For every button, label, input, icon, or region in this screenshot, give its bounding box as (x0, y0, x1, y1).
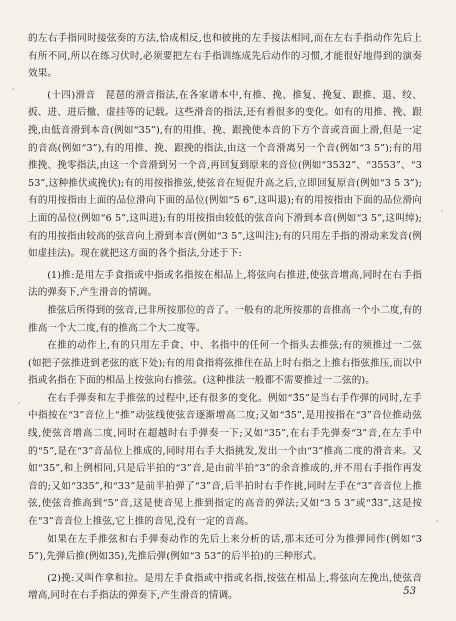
paragraph-push-definition: (1)推:是用左手食指或中指或名指按在相品上,将弦向右推进,使弦音增高,同时在右手指法的弹奏下,产生滑音的情调。 (28, 269, 422, 299)
scan-speck (18, 402, 20, 404)
paragraph-pull-definition: (2)挽:又叫作拿和拉。是用左手食指或中指或名指,按弦在相品上,将弦向左挽出,使弦音增高,同时在右手指法的弹奏下,产生滑音的情调。 (28, 572, 422, 602)
scan-speck (441, 210, 443, 212)
paragraph-push-variations: 在右手弹奏和左手推弦的过程中,还有很多的变化。例如“3̂5”是当右手作弹的同时,左手中指按在“3”音位上“推”动弦线使弦音逐渐增高二度;又如“3̂5”,是用按指在“3”音位推动弦线,使弦音增高二度,同时在超越时右手弹奏一下;又如“35”,在右手先弹奏“3”音,在左手中的“5”,是在“3”音品位上推成的,同时用右手大指挑发,发出一个由“3”推高二度的滑音来。又如“35”,和上例相同,只是后半拍的“3”音,是由前半拍“3”的余音推成的,并不用右手指作再发音的;又如“335”,和“33”是前半拍弹了“3”音,后半拍时右手作挑,同时左手在“3”音音位上推弦,使弦音推高到“5”音,这是使音见上推到指定的高音的弹法;又如“3 5 3”或“3̂3”,这是按在“3”音音位上推弦,它上推的音见,没有一定的音高。 (28, 392, 422, 528)
paragraph-1: 的左右手指同时接弦奏的方法,恰成相反,也和披挑的左手接法相同,而在左右手指动作先后上有所不同,所以在练习伏时,必须要把左右手指训练成先后动作的习惯,才能很好地得到的演奏效果。 (28, 33, 422, 80)
paragraph-glide-intro: (十四)滑音 琵琶的滑音指法,在各家谱本中,有推、挽、推复、挽复、跟推、退、绞、扳、进、进后撤、虚挂等的记载。这些滑音的指法,还有着很多的变化。如有的用推、挽、跟挽,由低音滑到本音(例如“35”),有的用推、挽、跟挽使本音的下方个音或音面上滑,但是一定的音高(例如“3”),有的用推、挽、跟挽的指法,由这一个音滑离另一个音(例如“3 5”);有的用推挽、挽零指法,由这一个音滑到另一个音,再回复到原来的音位(例如“3532”、“3553”、“353”,这种推伏或挽伏);有的用按指推弦,使弦音在短促升高之后,立即回复原音(例如“3 5 3”);有的用按指由上面的品位滑向下面的品位(例如“5 6”,这叫退);有的用按指由下面的品位滑向上面的品位(例如“6 5”,这叫进);有的用按指由较低的弦音向下滑到本音(例如“3 5”,这叫绰);有的用按指由较高的弦音向上滑到本音(例如“3 5”,这叫注);有的只用左手指的滑动来发音(例如虚挂法)。现在就把这方面的各个指法,分述于下: (28, 89, 422, 260)
scan-speck (12, 88, 14, 90)
paragraph-push-forms: 如果在左手推弦和右手弹奏动作的先后上来分析的话,那末还可分为推弹同作(例如“35”),先弹后推(例如35),先推后弹(例如“3 53”的后半拍)的三种形式。 (28, 533, 422, 563)
scan-speck (436, 520, 438, 522)
page-number: 53 (403, 586, 416, 597)
paragraph-push-motion: 在推的动作上,有的只用左手食、中、名指中的任何一个指头去推弦;有的须推过一二弦(如把子弦推进到老弦的底下处);有的用食指将弦推住在品上时右指之上推右指弦推压,而以中指或名指在下面的相品上按弦向右推弦。(这种推法一般都不需要推过一二弦的)。 (28, 340, 422, 387)
paragraph-push-pitch: 推弦后所得到的弦音,已非所按那位的音了。一般有的北所按那的音推高一个小二度,有的推高一个大二度,有的推高二个大二度等。 (28, 304, 422, 334)
